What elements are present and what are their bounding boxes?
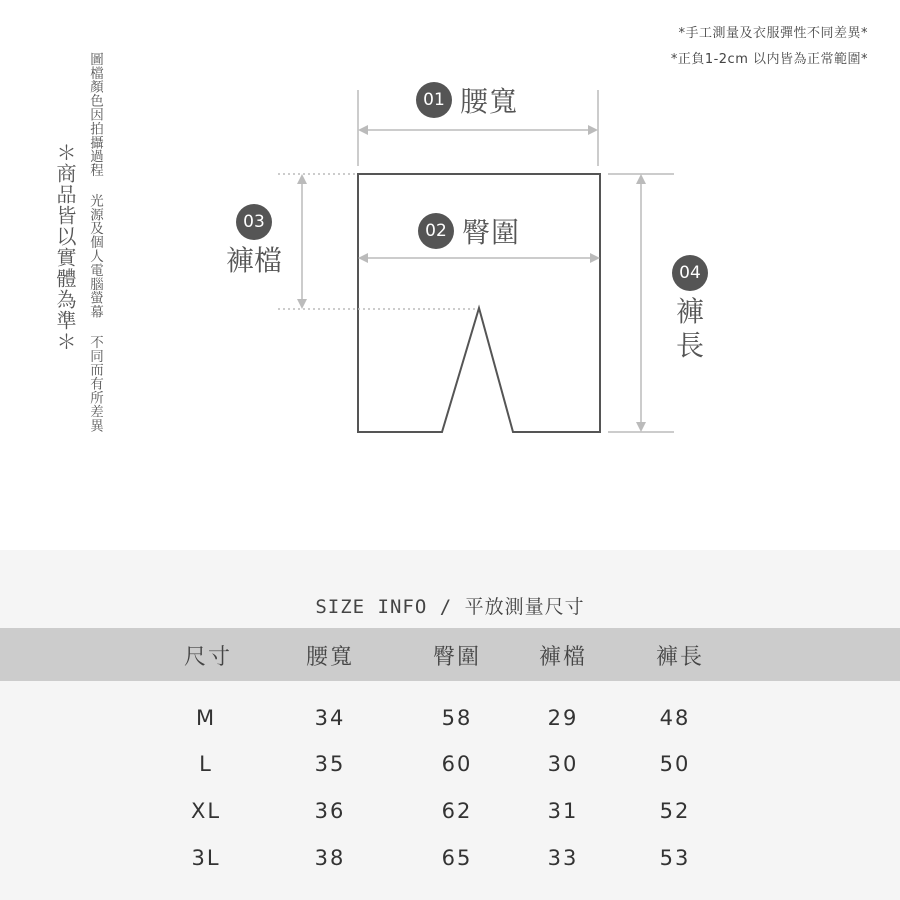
header-waist: 腰寬 bbox=[305, 645, 354, 670]
header-rise: 褲檔 bbox=[538, 645, 587, 670]
rise-label-text: 褲檔 bbox=[225, 244, 282, 277]
waist-cell: 38 bbox=[314, 846, 346, 870]
table-row bbox=[0, 799, 900, 845]
hip-label-text: 臀圍 bbox=[462, 216, 521, 249]
hip-cell: 58 bbox=[441, 706, 473, 730]
waist-cell: 34 bbox=[314, 706, 346, 730]
header-length: 褲長 bbox=[655, 645, 704, 670]
waist-cell: 35 bbox=[314, 752, 346, 776]
hip-label bbox=[418, 211, 520, 251]
length-cell: 50 bbox=[659, 752, 691, 776]
length-cell: 52 bbox=[659, 799, 691, 823]
size-cell: 3L bbox=[191, 846, 221, 870]
rise-cell: 29 bbox=[547, 706, 579, 730]
rise-cell: 33 bbox=[547, 846, 579, 870]
tolerance-note: *正負1-2cm 以内皆為正常範圍* bbox=[670, 52, 868, 67]
header-hip: 臀圍 bbox=[432, 645, 481, 670]
length-cell: 53 bbox=[659, 846, 691, 870]
product-disclaimer: ＊商品皆以實體為準＊ bbox=[53, 142, 77, 352]
waist-number-badge: 01 bbox=[416, 82, 452, 118]
rise-number-badge: 03 bbox=[236, 204, 272, 240]
header-size: 尺寸 bbox=[183, 645, 232, 670]
rise-cell: 31 bbox=[547, 799, 579, 823]
size-table-header bbox=[0, 628, 900, 681]
table-row bbox=[0, 846, 900, 892]
size-cell: M bbox=[195, 706, 217, 730]
size-info-section bbox=[0, 550, 900, 900]
rise-cell: 30 bbox=[547, 752, 579, 776]
size-cell: XL bbox=[190, 799, 222, 823]
hip-cell: 62 bbox=[441, 799, 473, 823]
measurement-note: *手工測量及衣服彈性不同差異* bbox=[678, 26, 868, 41]
waist-label bbox=[416, 80, 518, 120]
length-number-badge: 04 bbox=[672, 255, 708, 291]
hip-cell: 60 bbox=[441, 752, 473, 776]
length-cell: 48 bbox=[659, 706, 691, 730]
size-cell: L bbox=[199, 752, 213, 776]
waist-cell: 36 bbox=[314, 799, 346, 823]
size-info-title: SIZE INFO / 平放測量尺寸 bbox=[315, 596, 585, 618]
table-row bbox=[0, 706, 900, 752]
waist-label-text: 腰寬 bbox=[460, 85, 519, 118]
hip-number-badge: 02 bbox=[418, 213, 454, 249]
color-disclaimer: 圖檔顏色因拍攝過程 光源及個人電腦螢幕 不同而有所差異 bbox=[87, 52, 103, 433]
rise-label bbox=[222, 204, 286, 278]
table-row bbox=[0, 752, 900, 798]
length-label bbox=[671, 255, 709, 363]
length-label-text: 褲長 bbox=[675, 295, 704, 362]
hip-cell: 65 bbox=[441, 846, 473, 870]
